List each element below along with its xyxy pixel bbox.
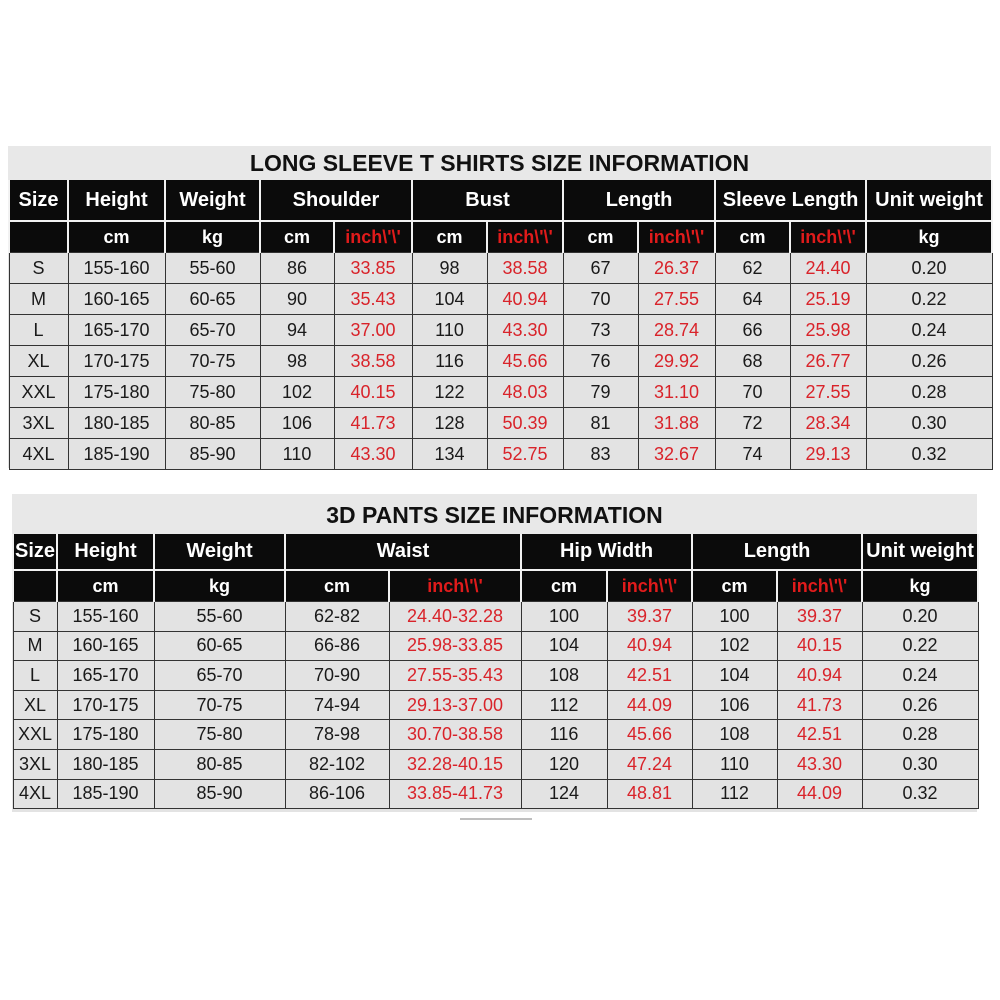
table-cell: 42.51 [607,661,692,691]
unit-cell: cm [412,221,487,253]
table-cell: 124 [521,779,607,809]
table-cell: 108 [692,720,777,750]
table-cell: 29.13-37.00 [389,690,521,720]
table-cell: 110 [692,749,777,779]
table-cell: 86-106 [285,779,389,809]
table-cell: 98 [260,346,334,377]
table-cell: 175-180 [68,377,165,408]
table-cell: 74 [715,439,790,470]
shirt-size-chart [8,146,991,468]
table-cell: S [13,602,57,632]
table-cell: 104 [692,661,777,691]
table-cell: 104 [521,631,607,661]
header-length: Length [563,180,715,221]
unit-cell-inch: inch\'\' [334,221,412,253]
unit-cell-inch: inch\'\' [607,570,692,602]
shirt-chart-title: LONG SLEEVE T SHIRTS SIZE INFORMATION [8,146,991,180]
table-cell: 52.75 [487,439,563,470]
table-cell: 165-170 [57,661,154,691]
table-cell: 0.24 [866,315,992,346]
pants-size-chart [12,494,977,812]
table-cell: 37.00 [334,315,412,346]
shirt-header-row [9,180,992,221]
table-cell: 25.98-33.85 [389,631,521,661]
table-cell: M [9,284,68,315]
table-cell: 26.77 [790,346,866,377]
divider [460,818,532,820]
header-height: Height [68,180,165,221]
unit-cell: cm [68,221,165,253]
table-cell: 112 [521,690,607,720]
table-cell: 48.03 [487,377,563,408]
header-weight: Weight [165,180,260,221]
table-cell: 0.22 [866,284,992,315]
table-cell: 31.88 [638,408,715,439]
table-cell: 0.28 [862,720,978,750]
table-cell: 25.19 [790,284,866,315]
header-size: Size [9,180,68,221]
unit-cell: cm [563,221,638,253]
table-row [9,377,992,408]
table-cell: 76 [563,346,638,377]
table-cell: 122 [412,377,487,408]
table-cell: 45.66 [487,346,563,377]
unit-cell [13,570,57,602]
table-cell: 104 [412,284,487,315]
table-cell: 78-98 [285,720,389,750]
table-cell: 40.94 [607,631,692,661]
table-cell: 50.39 [487,408,563,439]
table-cell: 86 [260,253,334,284]
table-cell: 40.94 [487,284,563,315]
table-cell: 165-170 [68,315,165,346]
shirt-unit-row [9,221,992,253]
table-cell: 29.92 [638,346,715,377]
unit-cell-inch: inch\'\' [777,570,862,602]
table-cell: 0.30 [866,408,992,439]
table-cell: 41.73 [334,408,412,439]
table-cell: 44.09 [777,779,862,809]
table-cell: 0.24 [862,661,978,691]
table-cell: 75-80 [154,720,285,750]
unit-cell-inch: inch\'\' [638,221,715,253]
header-size: Size [13,534,57,570]
header-length: Length [692,534,862,570]
table-cell: 40.15 [777,631,862,661]
table-cell: 40.15 [334,377,412,408]
unit-cell: cm [692,570,777,602]
table-cell: 116 [521,720,607,750]
table-cell: 66 [715,315,790,346]
table-cell: M [13,631,57,661]
table-cell: 0.28 [866,377,992,408]
pants-size-table [12,534,979,809]
table-cell: 85-90 [154,779,285,809]
table-cell: L [9,315,68,346]
table-cell: 62-82 [285,602,389,632]
table-cell: 120 [521,749,607,779]
table-cell: 82-102 [285,749,389,779]
table-cell: 155-160 [68,253,165,284]
table-row [9,439,992,470]
table-cell: 102 [692,631,777,661]
table-cell: 155-160 [57,602,154,632]
table-cell: 48.81 [607,779,692,809]
table-cell: 42.51 [777,720,862,750]
table-cell: 28.74 [638,315,715,346]
table-cell: S [9,253,68,284]
pants-chart-title: 3D PANTS SIZE INFORMATION [12,494,977,534]
header-unit-weight: Unit weight [862,534,978,570]
table-cell: 27.55 [638,284,715,315]
table-cell: 110 [260,439,334,470]
pants-header-row [13,534,978,570]
table-cell: 47.24 [607,749,692,779]
table-cell: XXL [13,720,57,750]
table-cell: 30.70-38.58 [389,720,521,750]
table-row [9,315,992,346]
table-row [13,661,978,691]
unit-cell: kg [165,221,260,253]
table-cell: 134 [412,439,487,470]
table-cell: XXL [9,377,68,408]
table-row [13,631,978,661]
table-cell: 98 [412,253,487,284]
table-cell: 0.26 [862,690,978,720]
unit-cell-inch: inch\'\' [790,221,866,253]
table-cell: 170-175 [57,690,154,720]
table-row [13,602,978,632]
table-cell: 0.32 [862,779,978,809]
table-cell: 70 [715,377,790,408]
shirt-size-table [8,180,993,470]
table-cell: 70 [563,284,638,315]
table-cell: 28.34 [790,408,866,439]
table-cell: L [13,661,57,691]
table-cell: 160-165 [68,284,165,315]
table-cell: 0.22 [862,631,978,661]
table-cell: 41.73 [777,690,862,720]
table-cell: 43.30 [777,749,862,779]
table-cell: 43.30 [334,439,412,470]
table-cell: 32.28-40.15 [389,749,521,779]
table-cell: XL [13,690,57,720]
table-cell: 180-185 [57,749,154,779]
unit-cell: cm [260,221,334,253]
table-cell: 38.58 [487,253,563,284]
table-cell: 90 [260,284,334,315]
table-cell: 110 [412,315,487,346]
table-cell: 70-90 [285,661,389,691]
table-cell: 4XL [13,779,57,809]
table-row [9,284,992,315]
table-row [9,408,992,439]
table-row [9,346,992,377]
table-cell: 62 [715,253,790,284]
table-cell: 106 [260,408,334,439]
table-cell: 0.32 [866,439,992,470]
table-cell: 44.09 [607,690,692,720]
table-cell: 73 [563,315,638,346]
unit-cell: cm [57,570,154,602]
pants-unit-row [13,570,978,602]
table-cell: 26.37 [638,253,715,284]
table-row [13,720,978,750]
table-cell: 25.98 [790,315,866,346]
unit-cell: kg [866,221,992,253]
table-cell: 94 [260,315,334,346]
table-cell: 175-180 [57,720,154,750]
table-cell: 106 [692,690,777,720]
table-cell: 185-190 [68,439,165,470]
table-cell: 102 [260,377,334,408]
table-cell: 170-175 [68,346,165,377]
table-cell: 24.40-32.28 [389,602,521,632]
unit-cell [9,221,68,253]
table-cell: 55-60 [165,253,260,284]
unit-cell: kg [862,570,978,602]
table-cell: 80-85 [165,408,260,439]
header-waist: Waist [285,534,521,570]
table-cell: 85-90 [165,439,260,470]
table-cell: 38.58 [334,346,412,377]
table-cell: 0.20 [862,602,978,632]
header-bust: Bust [412,180,563,221]
header-weight: Weight [154,534,285,570]
table-cell: 43.30 [487,315,563,346]
table-cell: 65-70 [165,315,260,346]
table-cell: 0.26 [866,346,992,377]
header-unit-weight: Unit weight [866,180,992,221]
header-hip-width: Hip Width [521,534,692,570]
table-cell: 4XL [9,439,68,470]
table-cell: 60-65 [154,631,285,661]
table-cell: 45.66 [607,720,692,750]
table-cell: 3XL [13,749,57,779]
table-cell: 55-60 [154,602,285,632]
table-cell: 83 [563,439,638,470]
table-cell: 39.37 [777,602,862,632]
table-cell: 70-75 [154,690,285,720]
table-cell: 60-65 [165,284,260,315]
unit-cell: cm [285,570,389,602]
table-cell: 128 [412,408,487,439]
table-cell: 0.30 [862,749,978,779]
unit-cell-inch: inch\'\' [487,221,563,253]
table-row [13,779,978,809]
table-row [9,253,992,284]
table-cell: 27.55-35.43 [389,661,521,691]
table-cell: 27.55 [790,377,866,408]
table-cell: 75-80 [165,377,260,408]
table-cell: 68 [715,346,790,377]
table-row [13,690,978,720]
table-cell: 67 [563,253,638,284]
table-cell: XL [9,346,68,377]
table-cell: 80-85 [154,749,285,779]
table-cell: 39.37 [607,602,692,632]
table-cell: 24.40 [790,253,866,284]
unit-cell: cm [715,221,790,253]
header-sleeve-length: Sleeve Length [715,180,866,221]
table-cell: 3XL [9,408,68,439]
table-cell: 0.20 [866,253,992,284]
table-cell: 35.43 [334,284,412,315]
table-cell: 70-75 [165,346,260,377]
unit-cell: kg [154,570,285,602]
table-cell: 100 [692,602,777,632]
table-cell: 180-185 [68,408,165,439]
table-cell: 65-70 [154,661,285,691]
unit-cell-inch: inch\'\' [389,570,521,602]
table-cell: 33.85 [334,253,412,284]
header-shoulder: Shoulder [260,180,412,221]
table-cell: 29.13 [790,439,866,470]
table-cell: 66-86 [285,631,389,661]
table-cell: 31.10 [638,377,715,408]
table-cell: 79 [563,377,638,408]
table-row [13,749,978,779]
unit-cell: cm [521,570,607,602]
table-cell: 74-94 [285,690,389,720]
table-cell: 100 [521,602,607,632]
table-cell: 108 [521,661,607,691]
table-cell: 112 [692,779,777,809]
table-cell: 81 [563,408,638,439]
table-cell: 64 [715,284,790,315]
table-cell: 33.85-41.73 [389,779,521,809]
header-height: Height [57,534,154,570]
table-cell: 116 [412,346,487,377]
table-cell: 32.67 [638,439,715,470]
table-cell: 160-165 [57,631,154,661]
table-cell: 40.94 [777,661,862,691]
table-cell: 185-190 [57,779,154,809]
table-cell: 72 [715,408,790,439]
